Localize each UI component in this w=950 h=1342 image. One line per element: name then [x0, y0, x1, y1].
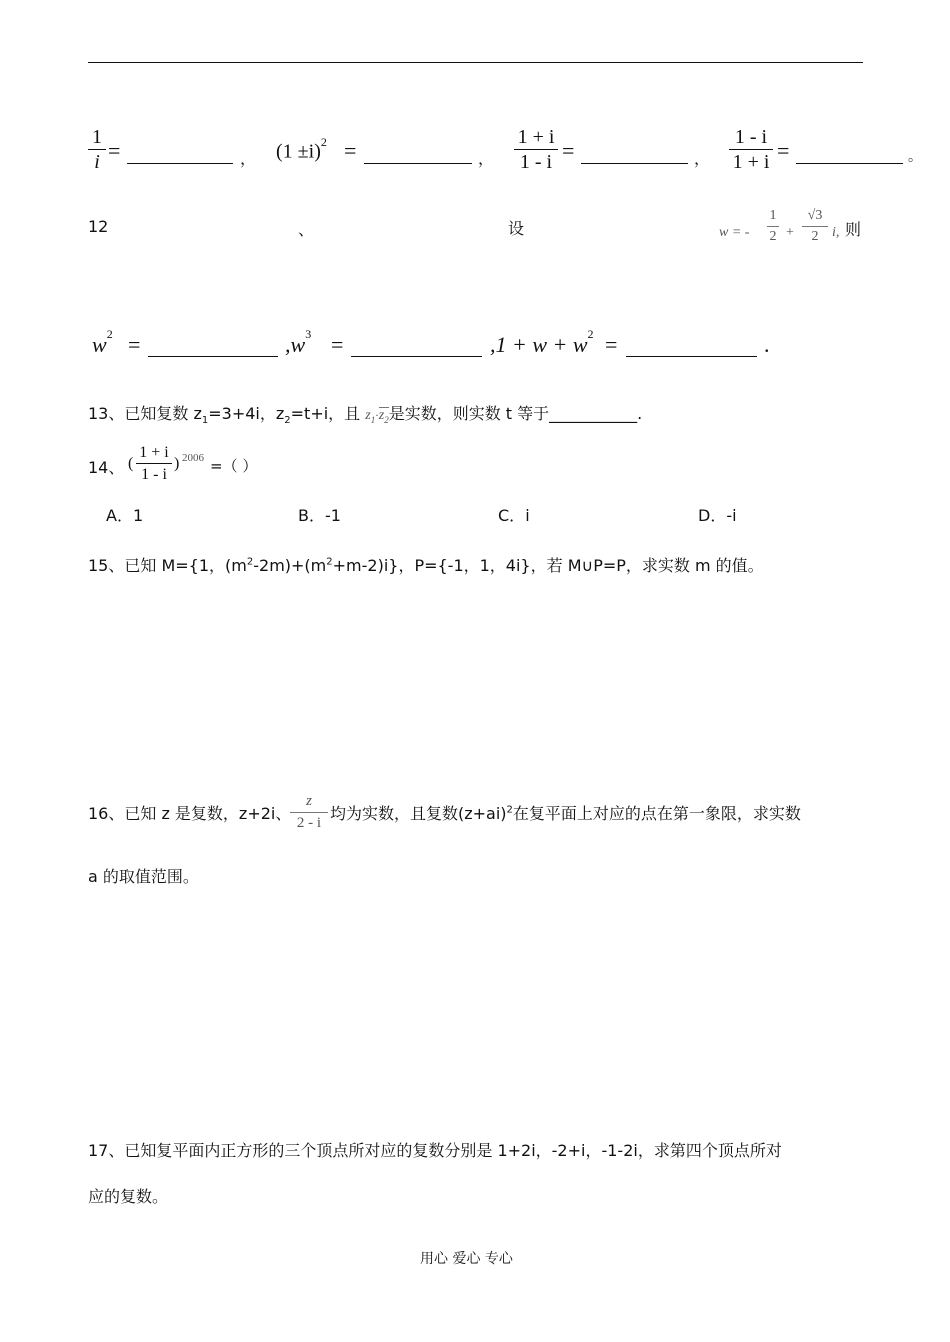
q13-mid2: =t+i，且: [290, 404, 361, 423]
q14-option-d[interactable]: [698, 503, 737, 526]
q12-w-cubed: [285, 326, 312, 358]
q12-she: 设: [508, 219, 525, 238]
q13-sub1: 1: [201, 415, 209, 427]
fraction-denominator: 1 - i: [519, 151, 553, 173]
q17-line2: 应的复数。: [88, 1187, 169, 1206]
q14-option-b[interactable]: [298, 503, 341, 526]
option-value: i: [525, 506, 530, 525]
q13-prefix: 13、已知复数 z: [88, 404, 202, 423]
q13-line: [88, 401, 642, 426]
q13-answer-blank: ___________: [549, 404, 638, 423]
q12-exp-sum: 2: [587, 326, 594, 341]
fraction-bar: [514, 149, 558, 150]
q11-equals-4: =: [777, 138, 790, 163]
q11-fraction-1: [88, 126, 106, 173]
fraction-numerator: 1 - i: [734, 126, 768, 148]
option-label: C．: [498, 506, 526, 525]
fraction-numerator: 1 + i: [517, 126, 555, 148]
q11-fraction-3: [514, 126, 558, 173]
q11-equals-3: =: [562, 138, 575, 163]
q13-z2-conjugate: [379, 407, 389, 423]
option-value: -1: [324, 506, 341, 525]
q12-exp-2: 2: [106, 326, 113, 341]
q12-period: .: [764, 332, 770, 357]
q15-sup1: 2: [246, 556, 254, 568]
fraction-denominator: 2 - i: [296, 815, 322, 831]
q12-ze: 则: [845, 220, 862, 239]
q11-expr2-text: (1 ±i): [276, 140, 321, 163]
q11-separator-3: ，: [694, 149, 711, 168]
q15-part3: +m-2)i}，P={-1，1，4i}，若 M∪P=P，求实数 m 的值。: [332, 556, 764, 575]
q12-answer-blank-1: [148, 356, 278, 357]
q15-part2: -2m)+(m: [253, 556, 327, 575]
q11-answer-blank-4: [796, 163, 903, 164]
q13-dot: ·: [375, 409, 379, 422]
q12-w-squared: [92, 326, 113, 358]
q15-line: [88, 553, 764, 576]
q11-separator-2: ，: [478, 149, 495, 168]
q12-equals-3: =: [605, 332, 618, 357]
fraction-bar: [767, 226, 779, 227]
q12-fraction-root3: [802, 207, 828, 246]
fraction-bar: [290, 812, 328, 813]
q11-equals-1: =: [108, 138, 121, 163]
q14-tail: =（ ）: [210, 457, 258, 475]
q12-comma: 、: [298, 220, 315, 239]
q11-fraction-4: [729, 126, 773, 173]
q12-exp-3: 3: [305, 326, 312, 341]
q12-comma-w-text: ,w: [285, 332, 306, 357]
q14-prefix: 14、: [88, 458, 125, 477]
q17-line1: 17、已知复平面内正方形的三个顶点所对应的复数分别是 1+2i，-2+i，-1-2i，求第四个顶点所对: [88, 1141, 782, 1160]
q12-number: 12: [88, 217, 109, 236]
fraction-denominator: 2: [769, 229, 777, 244]
q13-z2-text: z: [378, 408, 385, 423]
q11-answer-blank-3: [581, 163, 688, 164]
fraction-denominator: i: [94, 151, 100, 173]
fraction-numerator: √3: [807, 208, 823, 223]
q11-equals-2: =: [344, 138, 357, 163]
header-rule: [88, 62, 863, 63]
q13-end: .: [637, 404, 643, 423]
q14-option-a[interactable]: [106, 503, 143, 526]
option-value: -i: [726, 506, 737, 525]
q13-suffix: 是实数，则实数 t 等于: [388, 404, 550, 423]
fraction-numerator: 1: [769, 208, 777, 223]
q12-sum-expression: [490, 326, 594, 358]
fraction-numerator: 1: [92, 126, 102, 148]
fraction-denominator: 2: [811, 229, 819, 244]
fraction-bar: [802, 226, 828, 227]
q13-mid1: =3+4i，z: [208, 404, 285, 423]
q12-answer-blank-3: [626, 356, 757, 357]
q12-w-lhs: w = -: [719, 225, 750, 240]
q16-part1: 16、已知 z 是复数，z+2i、: [88, 804, 292, 823]
fraction-denominator: 1 + i: [732, 151, 770, 173]
q13-sub2: 2: [284, 415, 291, 427]
q12-fraction-half: [767, 207, 779, 246]
q12-answer-blank-2: [351, 356, 482, 357]
q12-i: i,: [832, 225, 840, 240]
q16-sup: 2: [506, 804, 513, 816]
fraction-bar: [729, 149, 773, 150]
page-footer: 用心 爱心 专心: [420, 1251, 513, 1267]
fraction-numerator: z: [306, 793, 312, 809]
q16-line2: a 的取值范围。: [88, 867, 199, 886]
q11-answer-blank-1: [127, 163, 233, 164]
option-label: A．: [106, 506, 133, 525]
q12-equals-2: =: [331, 332, 344, 357]
q14-fraction: [136, 443, 172, 484]
q16-rest: [330, 801, 801, 824]
q12-equals-1: =: [128, 332, 141, 357]
q11-separator-1: ，: [240, 149, 257, 168]
q11-expression-2: [276, 135, 327, 164]
q14-close-paren: ): [174, 455, 180, 472]
q12-sum-text: ,1 + w + w: [490, 332, 588, 357]
q16-part2: 均为实数，且复数(z+ai): [330, 804, 507, 823]
q13-z1-text: z: [365, 408, 371, 423]
q12-plus: +: [786, 225, 794, 240]
q13-z1-sub: 1: [370, 414, 376, 425]
q11-answer-blank-2: [364, 163, 472, 164]
q13-z2-sub: 2: [384, 414, 389, 425]
fraction-bar: [136, 463, 172, 464]
q16-fraction: [290, 792, 328, 833]
q14-option-c[interactable]: [498, 503, 530, 526]
fraction-numerator: 1 + i: [139, 444, 169, 461]
fraction-denominator: 1 - i: [141, 466, 167, 483]
q16-part3: 在复平面上对应的点在第一象限，求实数: [512, 804, 801, 823]
q15-sup2: 2: [326, 556, 333, 568]
q13-z1: [365, 408, 375, 423]
option-label: D．: [698, 506, 727, 525]
q12-w-text: w: [92, 332, 107, 357]
q14-open-paren: (: [128, 455, 134, 472]
option-label: B．: [298, 506, 325, 525]
q11-end-mark: 。: [908, 149, 922, 165]
q15-part1: 15、已知 M={1，(m: [88, 556, 247, 575]
fraction-bar: [88, 149, 106, 150]
option-value: 1: [132, 506, 144, 525]
q14-exponent: 2006: [182, 452, 204, 464]
q11-exp2: 2: [320, 135, 327, 149]
